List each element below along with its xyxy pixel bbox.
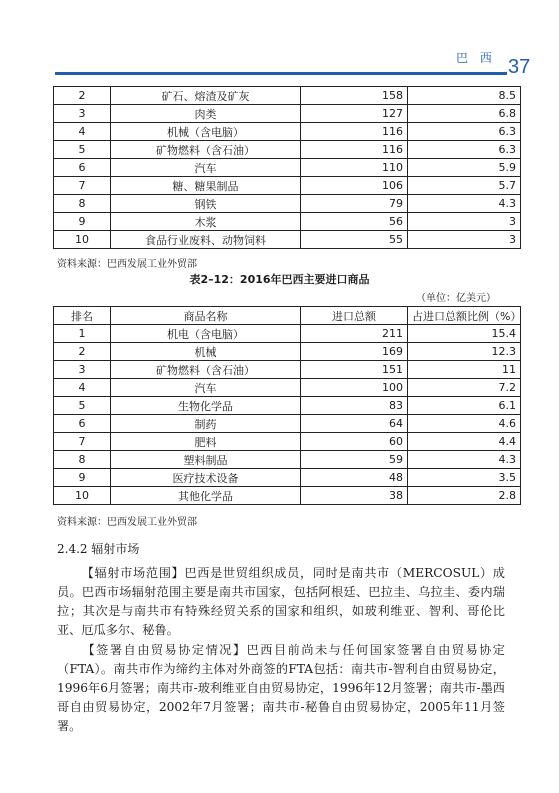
- cell-rank: 10: [54, 487, 111, 505]
- running-header-title: 巴 西: [456, 51, 496, 65]
- cell-value: 83: [301, 397, 408, 415]
- cell-product: 生物化学品: [111, 397, 301, 415]
- paragraph-fta: [57, 641, 505, 736]
- cell-share: 15.4: [408, 325, 521, 343]
- cell-rank: 9: [54, 469, 111, 487]
- table-row: [54, 487, 521, 505]
- cell-value: 158: [301, 87, 408, 105]
- cell-value: 79: [301, 195, 408, 213]
- cell-rank: 9: [54, 213, 111, 231]
- table-row: [54, 105, 521, 123]
- cell-value: 60: [301, 433, 408, 451]
- cell-product: 食品行业废料、动物饲料: [111, 231, 301, 249]
- export-table-continued: [53, 86, 521, 249]
- cell-value: 211: [301, 325, 408, 343]
- page-number: 37: [508, 56, 531, 78]
- table-row: [54, 177, 521, 195]
- cell-share: 6.3: [408, 141, 521, 159]
- cell-share: 4.4: [408, 433, 521, 451]
- cell-product: 汽车: [111, 159, 301, 177]
- cell-value: 59: [301, 451, 408, 469]
- cell-rank: 7: [54, 177, 111, 195]
- cell-product: 机械: [111, 343, 301, 361]
- paragraph-text: 【签署自由贸易协定情况】巴西目前尚未与任何国家签署自由贸易协定（FTA）。南共市作为缔约主体对外商签的FTA包括：南共市-智利自由贸易协定，1996年6月签署；南共市-玻利维亚自由贸易协定，1996年12月签署；南共市-墨西哥自由贸易协定，2002年7月签署；南共市-秘鲁自由贸易协定，2005年11月签署。: [57, 643, 505, 733]
- table2-unit: （单位：亿美元）: [416, 293, 496, 304]
- cell-share: 5.9: [408, 159, 521, 177]
- cell-value: 151: [301, 361, 408, 379]
- table-row: [54, 379, 521, 397]
- cell-rank: 7: [54, 433, 111, 451]
- cell-rank: 3: [54, 105, 111, 123]
- cell-product: 矿物燃料（含石油）: [111, 141, 301, 159]
- cell-rank: 4: [54, 123, 111, 141]
- cell-share: 7.2: [408, 379, 521, 397]
- cell-share: 6.1: [408, 397, 521, 415]
- cell-product: 医疗技术设备: [111, 469, 301, 487]
- cell-rank: 5: [54, 141, 111, 159]
- cell-value: 106: [301, 177, 408, 195]
- table-row: [54, 141, 521, 159]
- cell-product: 矿物燃料（含石油）: [111, 361, 301, 379]
- paragraph-text: 【辐射市场范围】巴西是世贸组织成员，同时是南共市（MERCOSUL）成员。巴西市场辐射范围主要是南共市国家，包括阿根廷、巴拉圭、乌拉圭、委内瑞拉；其次是与南共市有特殊经贸关系的国家和组织，如玻利维亚、智利、哥伦比亚、厄瓜多尔、秘鲁。: [57, 566, 505, 637]
- col-header-import-total: 进口总额: [301, 307, 408, 325]
- table-row: [54, 343, 521, 361]
- table-header-row: [54, 307, 521, 325]
- cell-rank: 2: [54, 87, 111, 105]
- cell-value: 55: [301, 231, 408, 249]
- cell-product: 肉类: [111, 105, 301, 123]
- table-row: [54, 231, 521, 249]
- table-row: [54, 433, 521, 451]
- cell-rank: 1: [54, 325, 111, 343]
- col-header-share: 占进口总额比例（%）: [408, 307, 521, 325]
- cell-share: 12.3: [408, 343, 521, 361]
- cell-share: 6.8: [408, 105, 521, 123]
- import-table: [53, 306, 521, 505]
- table-row: [54, 451, 521, 469]
- paragraph-radiation-market: [57, 564, 505, 640]
- table-row: [54, 469, 521, 487]
- table-row: [54, 213, 521, 231]
- cell-product: 肥料: [111, 433, 301, 451]
- cell-product: 制药: [111, 415, 301, 433]
- cell-rank: 6: [54, 415, 111, 433]
- cell-share: 6.3: [408, 123, 521, 141]
- table-row: [54, 397, 521, 415]
- cell-product: 机械（含电脑）: [111, 123, 301, 141]
- cell-product: 矿石、熔渣及矿灰: [111, 87, 301, 105]
- col-header-rank: 排名: [54, 307, 111, 325]
- cell-share: 4.3: [408, 451, 521, 469]
- table-row: [54, 123, 521, 141]
- table-row: [54, 87, 521, 105]
- table-row: [54, 159, 521, 177]
- table2-caption: 表2–12：2016年巴西主要进口商品: [189, 273, 370, 286]
- cell-share: 3.5: [408, 469, 521, 487]
- cell-value: 48: [301, 469, 408, 487]
- cell-product: 汽车: [111, 379, 301, 397]
- cell-value: 127: [301, 105, 408, 123]
- cell-share: 11: [408, 361, 521, 379]
- cell-rank: 8: [54, 195, 111, 213]
- cell-share: 8.5: [408, 87, 521, 105]
- cell-product: 木浆: [111, 213, 301, 231]
- cell-value: 169: [301, 343, 408, 361]
- table-row: [54, 325, 521, 343]
- cell-share: 4.6: [408, 415, 521, 433]
- cell-value: 100: [301, 379, 408, 397]
- cell-value: 116: [301, 123, 408, 141]
- cell-share: 2.8: [408, 487, 521, 505]
- table-row: [54, 195, 521, 213]
- cell-rank: 2: [54, 343, 111, 361]
- cell-share: 3: [408, 231, 521, 249]
- cell-rank: 6: [54, 159, 111, 177]
- table1-source-note: 资料来源：巴西发展工业外贸部: [57, 259, 197, 270]
- cell-value: 110: [301, 159, 408, 177]
- cell-share: 5.7: [408, 177, 521, 195]
- cell-rank: 8: [54, 451, 111, 469]
- cell-share: 4.3: [408, 195, 521, 213]
- cell-value: 56: [301, 213, 408, 231]
- col-header-product: 商品名称: [111, 307, 301, 325]
- table-row: [54, 415, 521, 433]
- table-row: [54, 361, 521, 379]
- header-rule: [55, 72, 507, 75]
- cell-value: 64: [301, 415, 408, 433]
- cell-product: 其他化学品: [111, 487, 301, 505]
- section-heading: 2.4.2 辐射市场: [57, 542, 140, 556]
- table2-source-note: 资料来源：巴西发展工业外贸部: [57, 517, 197, 528]
- cell-value: 38: [301, 487, 408, 505]
- cell-value: 116: [301, 141, 408, 159]
- cell-share: 3: [408, 213, 521, 231]
- cell-product: 机电（含电脑）: [111, 325, 301, 343]
- cell-rank: 10: [54, 231, 111, 249]
- cell-product: 糖、糖果制品: [111, 177, 301, 195]
- cell-rank: 4: [54, 379, 111, 397]
- cell-product: 钢铁: [111, 195, 301, 213]
- cell-rank: 5: [54, 397, 111, 415]
- cell-product: 塑料制品: [111, 451, 301, 469]
- cell-rank: 3: [54, 361, 111, 379]
